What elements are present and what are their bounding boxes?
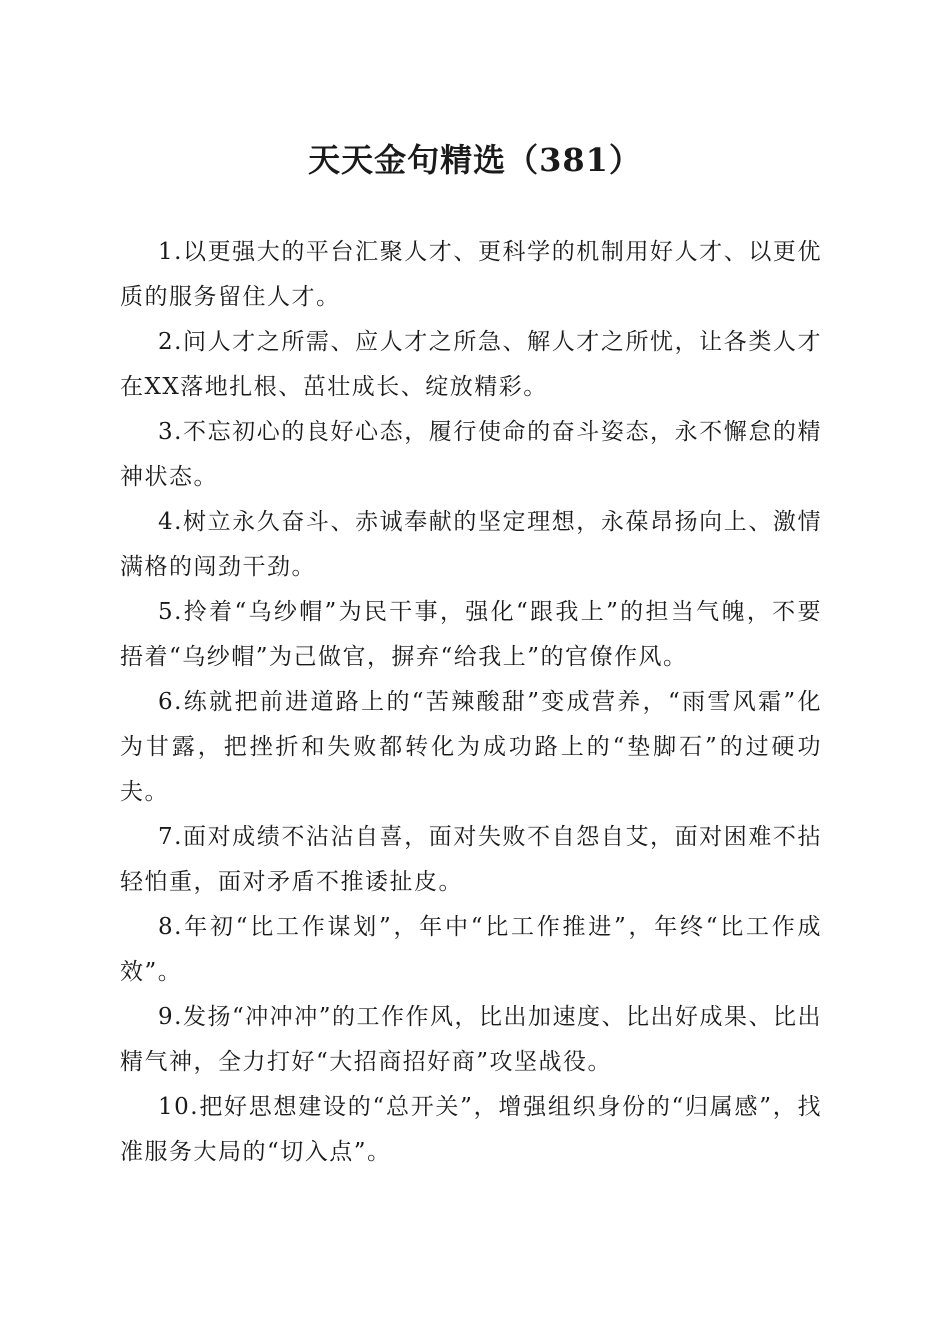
quote-item-1: 1.以更强大的平台汇聚人才、更科学的机制用好人才、以更优质的服务留住人才。	[120, 239, 822, 310]
quote-item-6: 6.练就把前进道路上的“苦辣酸甜”变成营养，“雨雪风霜”化为甘露，把挫折和失败都转化为成功路上的“垫脚石”的过硬功夫。	[120, 689, 822, 805]
page-title: 天天金句精选（381）	[308, 141, 642, 179]
quote-item-4: 4.树立永久奋斗、赤诚奉献的坚定理想，永葆昂扬向上、激情满格的闯劲干劲。	[120, 509, 822, 580]
quote-item-7: 7.面对成绩不沾沾自喜，面对失败不自怨自艾，面对困难不拈轻怕重，面对矛盾不推诿扯皮。	[120, 824, 822, 895]
quote-item-5: 5.拎着“乌纱帽”为民干事，强化“跟我上”的担当气魄，不要捂着“乌纱帽”为己做官，摒弃“给我上”的官僚作风。	[120, 599, 822, 670]
quote-item-10: 10.把好思想建设的“总开关”，增强组织身份的“归属感”，找准服务大局的“切入点”。	[120, 1094, 822, 1165]
quote-item-3: 3.不忘初心的良好心态，履行使命的奋斗姿态，永不懈怠的精神状态。	[120, 419, 822, 490]
quote-item-9: 9.发扬“冲冲冲”的工作作风，比出加速度、比出好成果、比出精气神，全力打好“大招商招好商”攻坚战役。	[120, 1004, 822, 1075]
quote-list	[120, 230, 822, 1175]
quote-item-2: 2.问人才之所需、应人才之所急、解人才之所忧，让各类人才在XX落地扎根、茁壮成长、绽放精彩。	[120, 329, 822, 400]
quote-item-8: 8.年初“比工作谋划”，年中“比工作推进”，年终“比工作成效”。	[120, 914, 822, 985]
